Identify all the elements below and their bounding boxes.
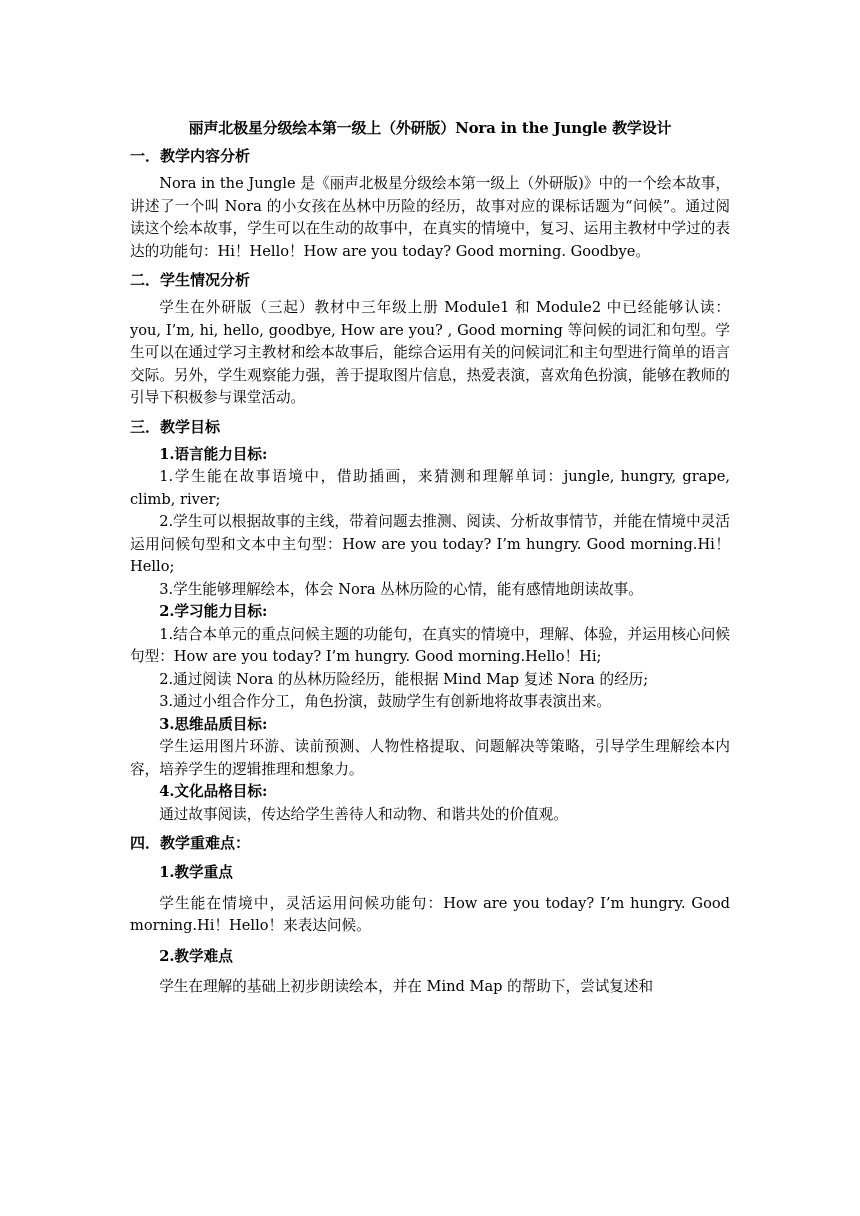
section-heading-key-points: 四．教学重难点： [130, 834, 251, 852]
paragraph: 3.学生能够理解绘本，体会 Nora 丛林历险的心情，能有感情地朗读故事。 [159, 580, 643, 598]
paragraph: 学生能在情境中，灵活运用问候功能句：How are you today? I’m hungry. Good morning.Hi！Hello！来表达问候。 [130, 894, 730, 934]
subheading-difficult-point: 2.教学难点 [159, 947, 233, 965]
section-heading-student-analysis: 二．学生情况分析 [130, 271, 251, 289]
paragraph: 1.结合本单元的重点问候主题的功能句，在真实的情境中，理解、体验，并运用核心问候句型：How are you today? I’m hungry. Good morning.Hello！Hi; [130, 625, 730, 665]
subheading-culture-goals: 4.文化品格目标: [159, 783, 268, 800]
section-heading-teaching-goals: 三．教学目标 [130, 417, 221, 436]
section-heading-content-analysis: 一．教学内容分析 [130, 147, 251, 165]
paragraph: 2.通过阅读 Nora 的丛林历险经历，能根据 Mind Map 复述 Nora 的经历; [159, 670, 649, 688]
paragraph: 2.学生可以根据故事的主线，带着问题去推测、阅读、分析故事情节，并能在情境中灵活运用问候句型和文本中主句型：How are you today? I’m hungry. Good morning.Hi！Hello; [130, 513, 730, 575]
paragraph: 1.学生能在故事语境中，借助插画，来猜测和理解单词：jungle, hungry, grape, climb, river; [130, 468, 730, 508]
paragraph: 学生运用图片环游、读前预测、人物性格提取、问题解决等策略，引导学生理解绘本内容，培养学生的逻辑推理和想象力。 [130, 738, 730, 778]
paragraph: Nora in the Jungle 是《丽声北极星分级绘本第一级上（外研版)》中的一个绘本故事，讲述了一个叫 Nora 的小女孩在丛林中历险的经历，故事对应的课标话题为“问候”。通过阅读这个绘本故事，学生可以在生动的故事中，在真实的情境中，复习、运用主教材中学过的表达的功能句：Hi！Hello！How are you today? Good morning. Goodbye。 [130, 175, 730, 260]
subheading-key-point: 1.教学重点 [159, 864, 233, 881]
paragraph: 学生在理解的基础上初步朗读绘本，并在 Mind Map 的帮助下，尝试复述和 [159, 978, 654, 995]
document-body [130, 117, 730, 999]
subheading-thinking-goals: 3.思维品质目标: [159, 715, 268, 733]
document-title: 丽声北极星分级绘本第一级上（外研版）Nora in the Jungle 教学设计 [188, 119, 672, 137]
subheading-learning-goals: 2.学习能力目标: [159, 603, 268, 620]
paragraph: 学生在外研版（三起）教材中三年级上册 Module1 和 Module2 中已经能够认读：you, I’m, hi, hello, goodbye, How are you? , Good morning 等问候的词汇和句型。学生可以在通过学习主教材和绘本故事后，能综合运用有关的问候词汇和主句型进行简单的语言交际。另外，学生观察能力强，善于提取图片信息，热爱表演，喜欢角色扮演，能够在教师的引导下积极参与课堂活动。 [130, 299, 730, 406]
subheading-language-goals: 1.语言能力目标: [159, 445, 268, 463]
paragraph: 3.通过小组合作分工，角色扮演，鼓励学生有创新地将故事表演出来。 [159, 693, 611, 710]
paragraph: 通过故事阅读，传达给学生善待人和动物、和谐共处的价值观。 [159, 805, 568, 823]
